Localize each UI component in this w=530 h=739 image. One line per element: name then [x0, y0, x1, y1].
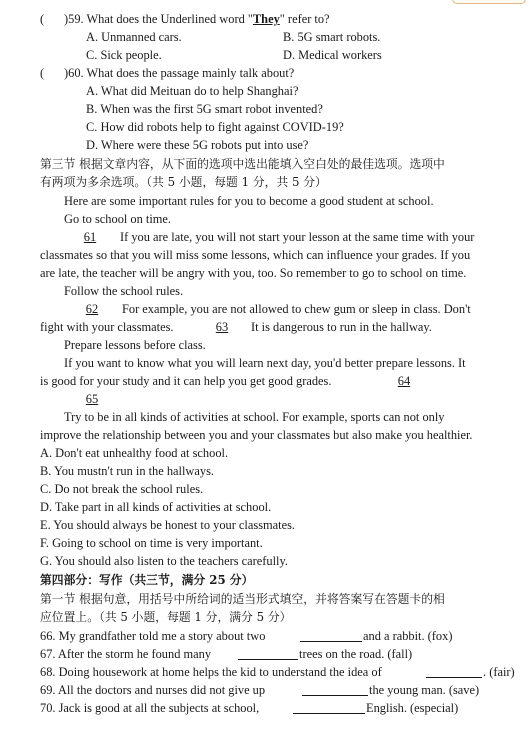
- passage-blank-65-line: [0, 390, 530, 408]
- passage-p1-line2: classmates so that you will miss some lessons, which can influence your grades. If you: [40, 248, 471, 262]
- q66: 66. My grandfather told me a story about two and a rabbit. (fox): [40, 629, 453, 643]
- q59-option-b[interactable]: B. 5G smart robots.: [283, 30, 381, 44]
- q59-options-ab: [0, 28, 530, 46]
- passage-intro: Here are some important rules for you to become a good student at school.: [64, 194, 434, 208]
- blank-62[interactable]: 62: [85, 302, 99, 316]
- option-f[interactable]: F. Going to school on time is very important.: [40, 536, 263, 550]
- option-g[interactable]: G. You should also listen to the teachers carefully.: [40, 554, 288, 568]
- passage-p3-line2: is good for your study and it can help you get good grades. 64: [0, 372, 530, 390]
- blank-64[interactable]: 64: [397, 374, 411, 388]
- q70-answer-blank[interactable]: [293, 713, 365, 714]
- passage-p3-line1: If you want to know what you will learn next day, you'd better prepare lessons. It: [64, 356, 466, 370]
- passage-heading-3: Prepare lessons before class.: [64, 338, 206, 352]
- passage-p1-line1: 61 If you are late, you will not start your lesson at the same time with your: [0, 228, 530, 246]
- q70: 70. Jack is good at all the subjects at school, English. (especial): [40, 701, 459, 715]
- option-a[interactable]: A. Don't eat unhealthy food at school.: [40, 446, 229, 460]
- q67: 67. After the storm he found many trees on the road. (fall): [40, 647, 413, 661]
- q59-option-c[interactable]: C. Sick people.: [86, 48, 162, 62]
- q69-answer-blank[interactable]: [302, 695, 368, 696]
- passage-heading-2: Follow the school rules.: [64, 284, 184, 298]
- q66-answer-blank[interactable]: [300, 641, 362, 642]
- part4-instruction-2: 应位置上。（共 5 小题，每题 1 分，满分 5 分）: [40, 610, 292, 624]
- section3-instruction-1: 第三节 根据文章内容，从下面的选项中选出能填入空白处的最佳选项。选项中: [40, 157, 445, 171]
- q60-stem: ( )60. What does the passage mainly talk about?: [40, 66, 295, 80]
- q68: 68. Doing housework at home helps the kid to understand the idea of . (fair): [40, 665, 515, 679]
- passage-p2-line2: fight with your classmates. 63 It is dangerous to run in the hallway.: [40, 320, 432, 334]
- option-e[interactable]: E. You should always be honest to your classmates.: [40, 518, 296, 532]
- option-b[interactable]: B. You mustn't run in the hallways.: [40, 464, 214, 478]
- underlined-word: They: [252, 12, 280, 26]
- q68-answer-blank[interactable]: [426, 677, 482, 678]
- q59-options-cd: [0, 46, 530, 64]
- option-d[interactable]: D. Take part in all kinds of activities at school.: [40, 500, 272, 514]
- blank-65[interactable]: 65: [85, 392, 99, 406]
- q60-option-c[interactable]: C. How did robots help to fight against COVID-19?: [86, 120, 344, 134]
- blank-63[interactable]: 63: [215, 320, 229, 334]
- blank-61[interactable]: 61: [83, 230, 97, 244]
- q59-option-a[interactable]: A. Unmanned cars.: [86, 30, 182, 44]
- q60-option-b[interactable]: B. When was the first 5G smart robot invented?: [86, 102, 323, 116]
- part4-title: 第四部分：写作（共三节，满分 25 分）: [40, 573, 254, 587]
- q60-option-a[interactable]: A. What did Meituan do to help Shanghai?: [86, 84, 299, 98]
- section3-instruction-2: 有两项为多余选项。（共 5 小题，每题 1 分，共 5 分）: [40, 175, 327, 189]
- q59-option-d[interactable]: D. Medical workers: [283, 48, 382, 62]
- passage-p2-line1: 62 For example, you are not allowed to chew gum or sleep in class. Don't: [0, 300, 530, 318]
- passage-p4-line2: improve the relationship between you and your classmates but also make you healthier.: [40, 428, 473, 442]
- part4-instruction-1: 第一节 根据句意，用括号中所给词的适当形式填空，并将答案写在答题卡的相: [40, 592, 445, 606]
- passage-p4-line1: Try to be in all kinds of activities at school. For example, sports can not only: [64, 410, 445, 424]
- passage-p1-line3: are late, the teacher will be angry with you, too. So remember to go to school on time.: [40, 266, 467, 280]
- q67-answer-blank[interactable]: [238, 659, 298, 660]
- q69: 69. All the doctors and nurses did not give up the young man. (save): [40, 683, 480, 697]
- passage-heading-1: Go to school on time.: [64, 212, 172, 226]
- q59-stem: ( )59. What does the Underlined word "They" refer to?: [40, 12, 330, 26]
- corner-tab-decoration: [452, 0, 526, 4]
- q60-option-d[interactable]: D. Where were these 5G robots put into use?: [86, 138, 309, 152]
- option-c[interactable]: C. Do not break the school rules.: [40, 482, 204, 496]
